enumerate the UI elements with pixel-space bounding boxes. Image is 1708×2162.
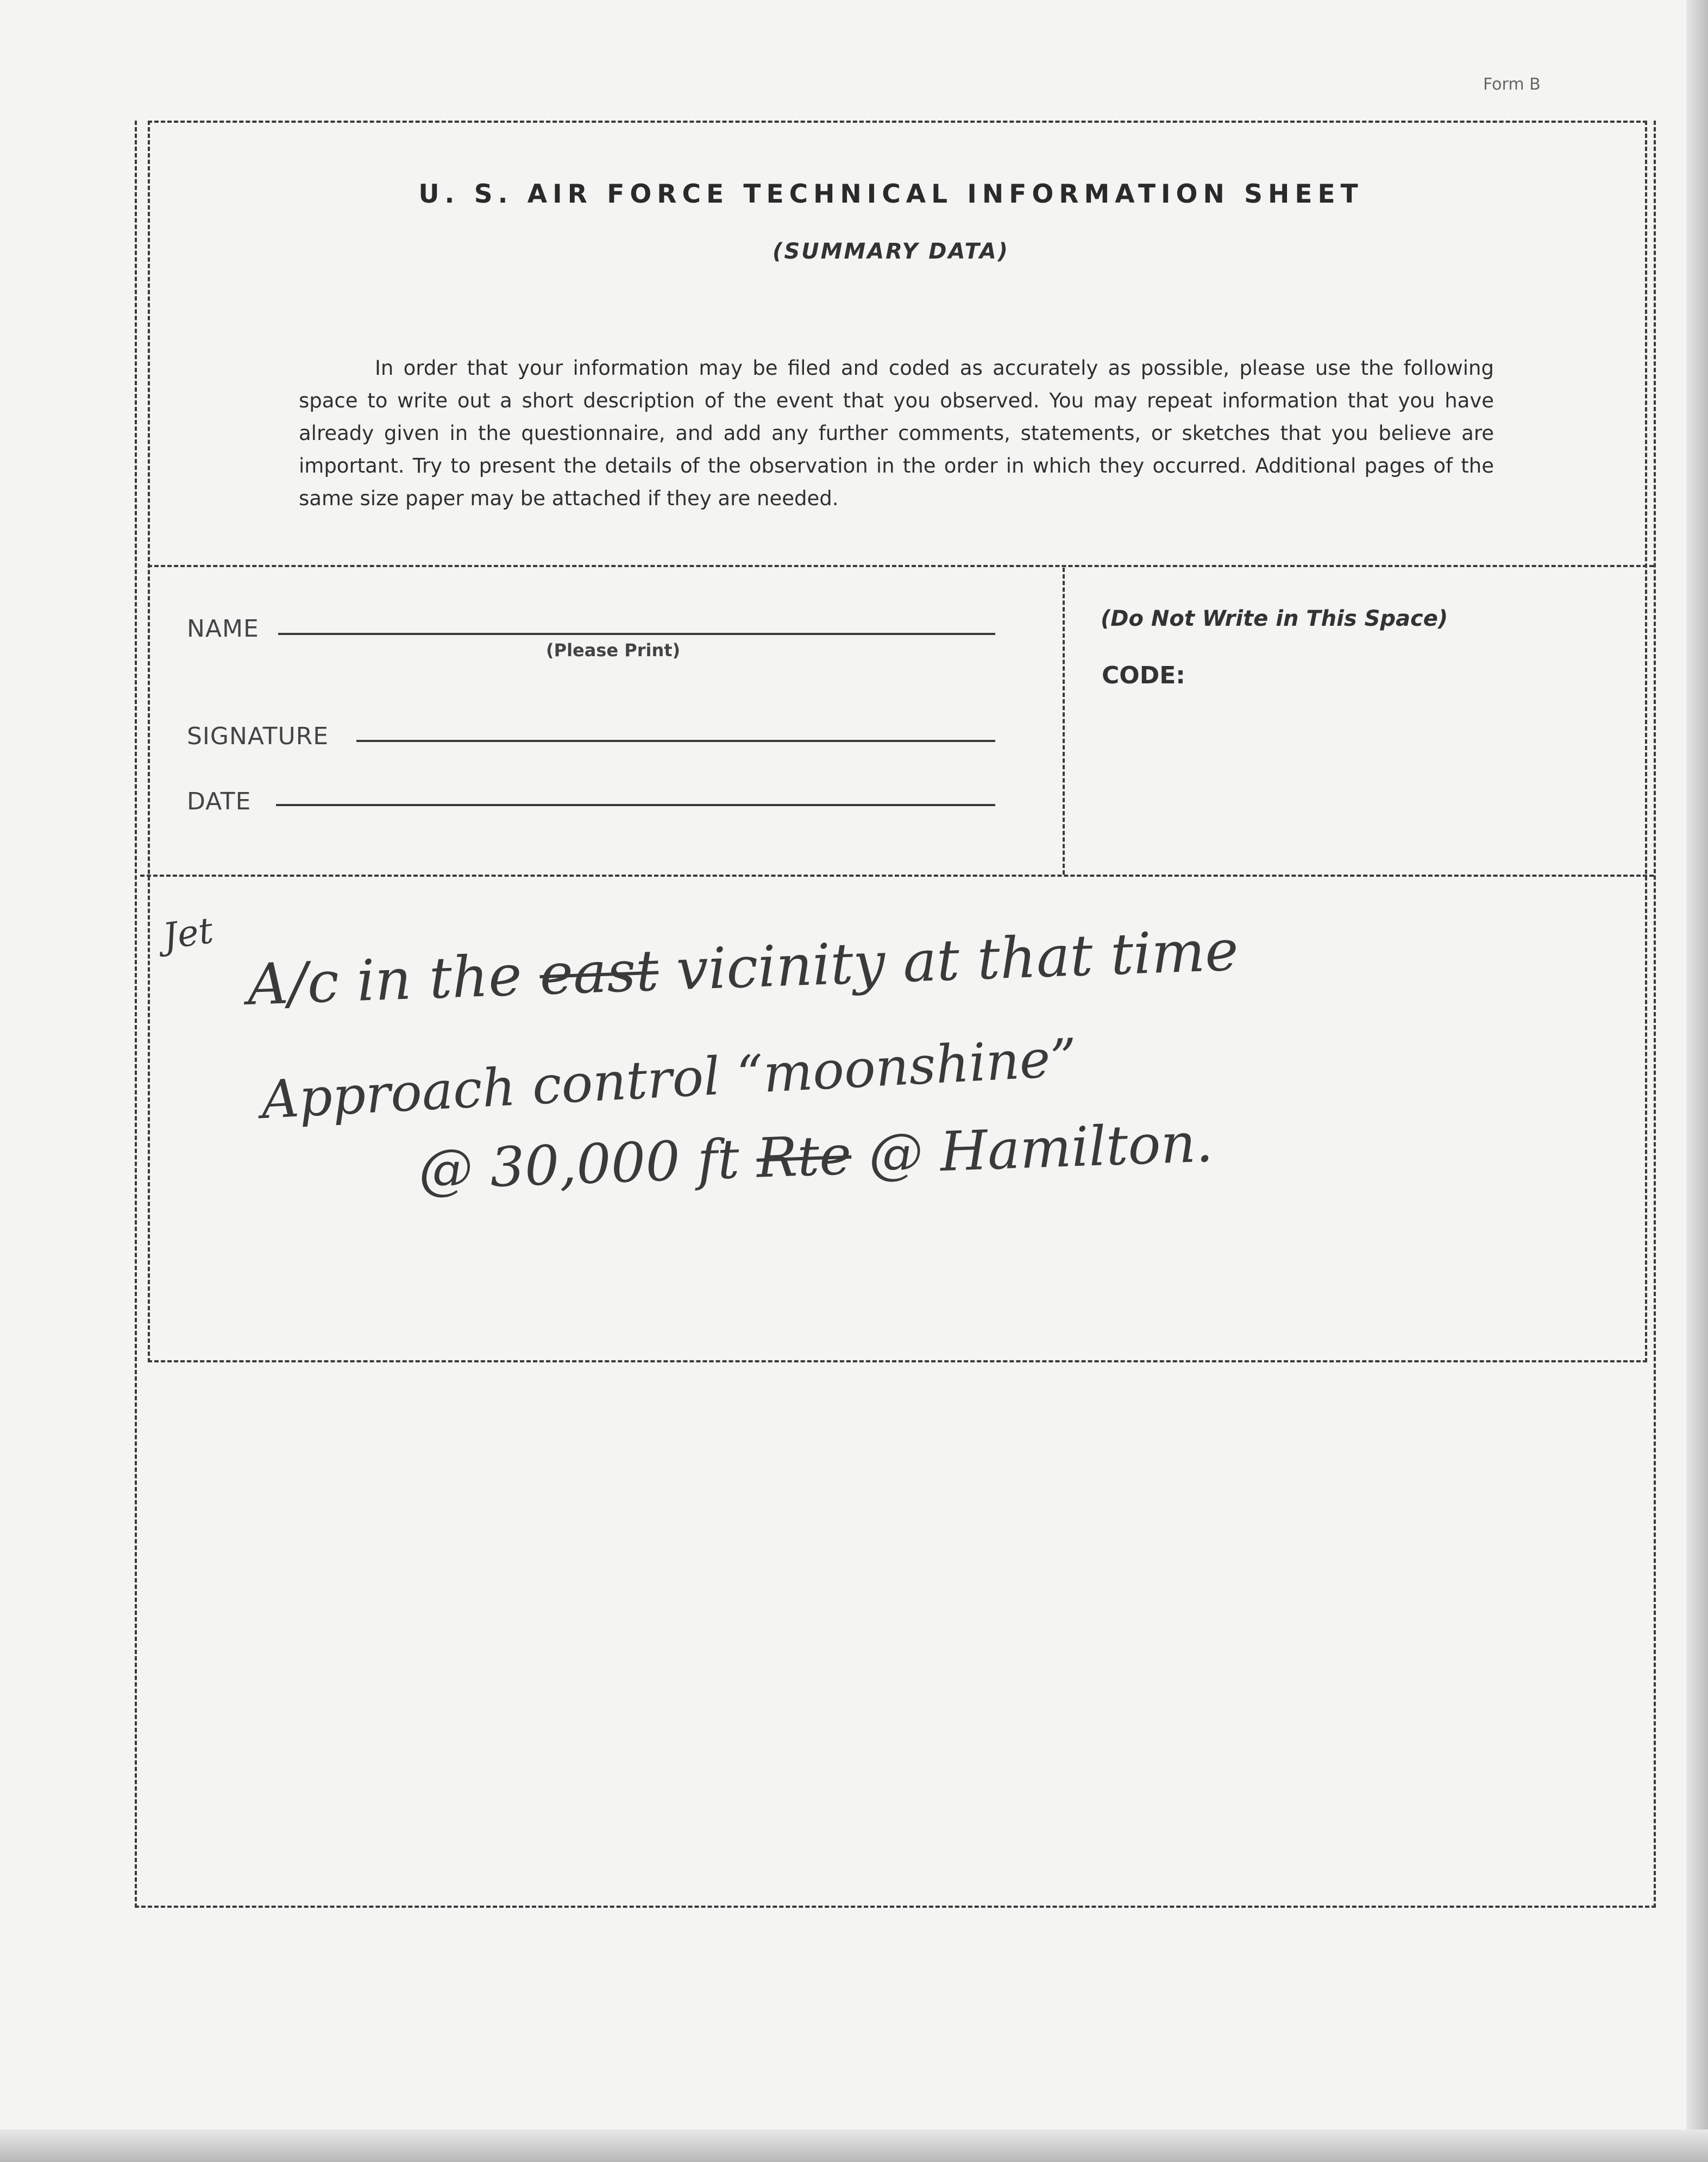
code-label: CODE: — [1102, 662, 1185, 689]
name-label: NAME — [187, 615, 259, 643]
handwriting-line-3-struck: Rte — [755, 1123, 853, 1190]
scan-edge-right — [1686, 0, 1708, 2162]
divider-top — [148, 565, 1654, 567]
signature-label: SIGNATURE — [187, 722, 329, 750]
signature-line[interactable] — [356, 740, 995, 742]
handwriting-line-2: Approach control “moonshine” — [260, 1027, 1079, 1131]
date-line[interactable] — [276, 804, 995, 806]
handwriting-line-3-start: @ 30,000 ft — [417, 1127, 740, 1202]
form-subtitle: (SUMMARY DATA) — [773, 239, 1009, 264]
handwriting-line-1-end: vicinity at that time — [675, 917, 1240, 1003]
form-title: U. S. AIR FORCE TECHNICAL INFORMATION SHEET — [418, 179, 1364, 209]
date-label: DATE — [187, 788, 252, 815]
name-hint: (Please Print) — [546, 640, 681, 661]
scan-edge-bottom — [0, 2129, 1708, 2162]
instructions-text: In order that your information may be filed and coded as accurately as possible, please use the following space to write out a short description of the event that you observed. You may repeat information that you have already given in the questionnaire, and add any further comments, statements, or sketches that you believe are important. Try to present the details of the observation in the order in which they occurred. Additional pages of the same size paper may be attached if they are needed. — [299, 356, 1494, 510]
name-line[interactable] — [278, 633, 995, 635]
handwriting-line-3-end: @ Hamilton. — [867, 1110, 1214, 1186]
handwriting-insert: Jet — [160, 909, 216, 958]
handwriting-line-1-struck: east — [538, 937, 660, 1008]
divider-bottom — [140, 875, 1654, 877]
office-use-note: (Do Not Write in This Space) — [1101, 606, 1448, 631]
handwriting-line-1-start: A/c in the — [246, 942, 523, 1018]
form-number: Form B — [1483, 75, 1541, 94]
divider-vertical — [1063, 568, 1065, 875]
